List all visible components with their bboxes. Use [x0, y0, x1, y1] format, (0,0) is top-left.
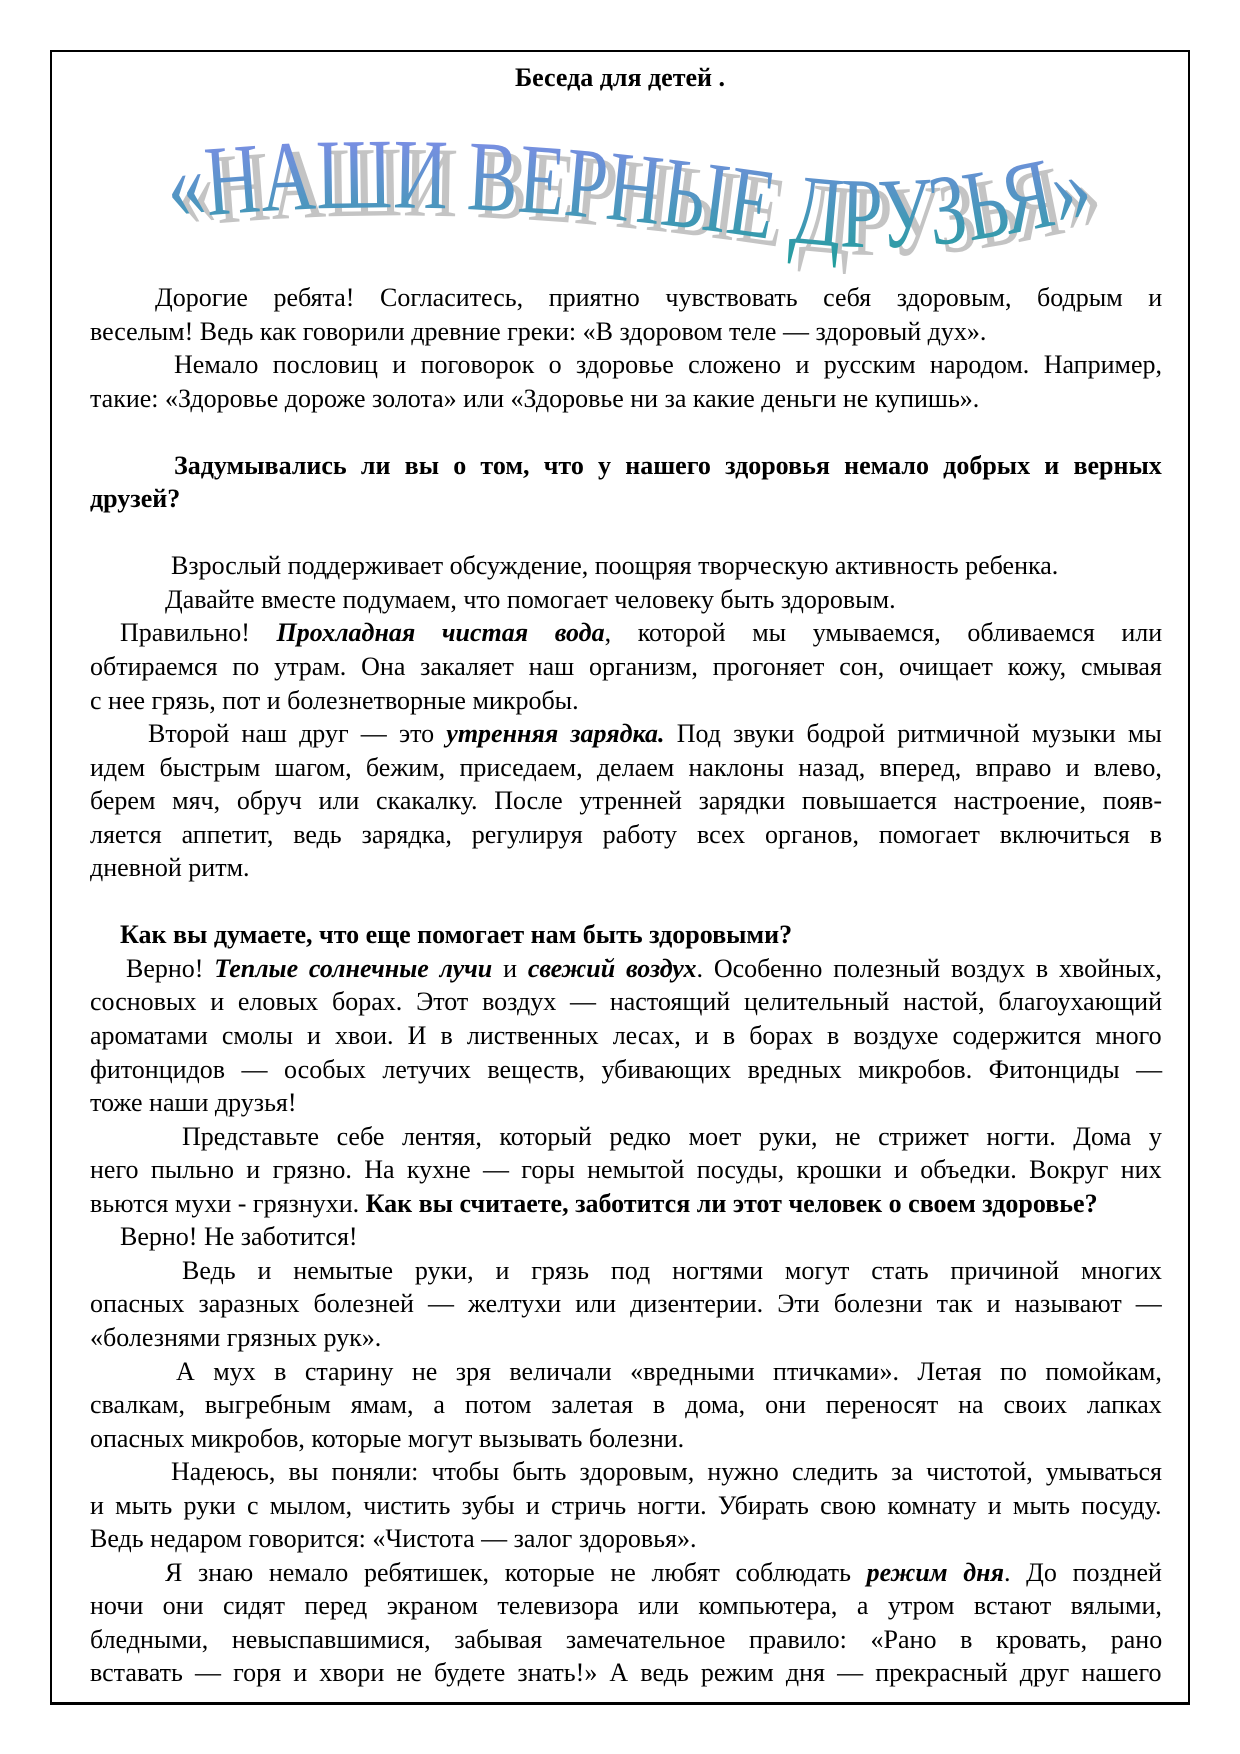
text-line	[90, 482, 1163, 516]
emphasis-text: свежий воздух	[527, 953, 697, 983]
text-span: бледными, невыспавшимися, забывая замечательное правило: «Рано в кровать, рано	[90, 1624, 1163, 1654]
paragraph	[90, 281, 1163, 348]
text-span: берем мяч, обруч или скакалку. После утренней зарядки повышается настроение, появ-	[90, 786, 1162, 816]
text-line	[90, 281, 1163, 315]
text-span: сосновых и еловых борах. Этот воздух — настоящий целительный настой, благоухающий	[90, 987, 1162, 1017]
text-span: свалкам, выгребным ямам, а потом залетая в дома, они переносят на своих лапках	[90, 1390, 1162, 1420]
text-span: Правильно!	[120, 618, 277, 648]
text-line	[90, 382, 1163, 416]
paragraph	[90, 952, 1163, 1120]
paragraph	[90, 583, 1163, 617]
text-line	[90, 1422, 1163, 1456]
text-line	[90, 449, 1163, 483]
text-line	[90, 549, 1163, 583]
text-line	[90, 1589, 1163, 1623]
text-span: Немало пословиц и поговорок о здоровье сложено и русским народом. Например,	[174, 350, 1162, 380]
text-span: . Особенно полезный воздух в хвойных,	[696, 953, 1162, 983]
text-span: ночи они сидят перед экраном телевизора или компьютера, а утром встают вялыми,	[90, 1591, 1162, 1621]
text-line	[90, 1489, 1163, 1523]
document-subtitle: Беседа для детей .	[514, 63, 726, 92]
text-line	[90, 717, 1163, 751]
text-line	[90, 1388, 1163, 1422]
text-line	[90, 1355, 1163, 1389]
text-span: Ведь недаром говорится: «Чистота — залог здоровья».	[90, 1524, 697, 1554]
bold-text: Задумывались ли вы о том, что у нашего здоровья немало добрых и верных	[174, 450, 1162, 480]
text-line	[90, 650, 1163, 684]
text-span: дневной ритм.	[90, 853, 250, 883]
text-span: Второй наш друг — это	[148, 719, 447, 749]
text-span: него пыльно и грязно. На кухне — горы немытой посуды, крошки и объедки. Вокруг них	[90, 1155, 1162, 1185]
paragraph-gap	[90, 885, 1163, 919]
text-line	[90, 1120, 1163, 1154]
text-line	[90, 583, 1163, 617]
text-line	[90, 684, 1163, 718]
text-line	[90, 1187, 1163, 1221]
text-line	[90, 1455, 1163, 1489]
text-span: веселым! Ведь как говорили древние греки: «В здоровом теле — здоровый дух».	[90, 316, 987, 346]
text-span: А мух в старину не зря величали «вредными птичками». Летая по помойкам,	[176, 1356, 1162, 1386]
text-span: Верно!	[126, 953, 215, 983]
text-span: Надеюсь, вы поняли: чтобы быть здоровым, нужно следить за чистотой, умываться	[171, 1457, 1162, 1487]
emphasis-text: Прохладная чистая вода	[276, 618, 605, 648]
emphasis-text: режим дня	[866, 1557, 1004, 1587]
text-line	[90, 1086, 1163, 1120]
paragraph	[90, 1120, 1163, 1221]
text-span: «болезнями грязных рук».	[90, 1322, 382, 1352]
paragraph	[90, 549, 1163, 583]
text-span: . До поздней	[1004, 1557, 1162, 1587]
text-line	[90, 784, 1163, 818]
bold-text: друзей?	[90, 484, 181, 514]
text-span: вьются мухи - грязнухи.	[90, 1188, 366, 1218]
text-line	[90, 851, 1163, 885]
paragraph	[90, 1254, 1163, 1355]
text-span: и мыть руки с мылом, чистить зубы и стричь ногти. Убирать свою комнату и мыть посуду.	[90, 1490, 1162, 1520]
text-span: Дорогие ребята! Согласитесь, приятно чувствовать себя здоровым, бодрым и	[155, 283, 1163, 312]
text-span: , которой мы умываемся, обливаемся или	[604, 618, 1163, 648]
paragraph	[90, 1355, 1163, 1456]
paragraph	[90, 348, 1163, 415]
text-line	[90, 985, 1163, 1019]
text-line	[90, 1019, 1163, 1053]
text-span: Взрослый поддерживает обсуждение, поощряя творческую активность ребенка.	[171, 551, 1059, 581]
wordart-title	[150, 124, 1130, 274]
text-span: Под звуки бодрой ритмичной музыки мы	[664, 719, 1162, 749]
text-span: с нее грязь, пот и болезнетворные микробы.	[90, 685, 579, 715]
text-span: ляется аппетит, ведь зарядка, регулируя работу всех органов, помогает включиться в	[90, 819, 1162, 849]
paragraph	[90, 616, 1163, 717]
paragraph	[90, 1455, 1163, 1556]
text-span: вставать — горя и хвори не будете знать!» А ведь режим дня — прекрасный друг нашего	[90, 1658, 1162, 1688]
text-span: идем быстрым шагом, бежим, приседаем, делаем наклоны назад, вперед, вправо и влево,	[90, 752, 1162, 782]
text-line	[90, 1623, 1163, 1657]
text-line	[90, 952, 1163, 986]
text-line	[90, 1153, 1163, 1187]
text-span: такие: «Здоровье дороже золота» или «Здоровье ни за какие деньги не купишь».	[90, 383, 980, 413]
paragraph-gap	[90, 516, 1163, 550]
text-span: Ведь и немытые руки, и грязь под ногтями могут стать причиной многих	[182, 1255, 1162, 1285]
text-line	[90, 315, 1163, 349]
emphasis-text: утренняя зарядка.	[446, 719, 665, 749]
text-line	[90, 818, 1163, 852]
text-line	[90, 1254, 1163, 1288]
bold-text: Как вы думаете, что еще помогает нам быть здоровыми?	[120, 920, 793, 950]
text-line	[90, 1656, 1163, 1690]
text-line	[90, 918, 1163, 952]
text-line	[90, 1053, 1163, 1087]
text-line	[90, 751, 1163, 785]
text-span: фитонцидов — особых летучих веществ, убивающих вредных микробов. Фитонциды —	[90, 1054, 1163, 1084]
text-span: Я знаю немало ребятишек, которые не любят соблюдать	[165, 1557, 867, 1587]
document-body	[90, 281, 1163, 1690]
paragraph	[90, 717, 1163, 885]
paragraph	[90, 1220, 1163, 1254]
text-span: Верно! Не заботится!	[120, 1222, 358, 1252]
text-line	[90, 1556, 1163, 1590]
paragraph	[90, 1556, 1163, 1690]
paragraph-gap	[90, 415, 1163, 449]
paragraph	[90, 918, 1163, 952]
text-line	[90, 1522, 1163, 1556]
text-span: Представьте себе лентяя, который редко моет руки, не стрижет ногти. Дома у	[182, 1121, 1162, 1151]
bold-text: Как вы считаете, заботится ли этот человек о своем здоровье?	[365, 1188, 1098, 1218]
text-span: опасных заразных болезней — желтухи или дизентерии. Эти болезни так и называют —	[90, 1289, 1162, 1319]
text-line	[90, 1321, 1163, 1355]
text-span: Давайте вместе подумаем, что помогает человеку быть здоровым.	[165, 584, 896, 614]
wordart-text: «НАШИ ВЕРНЫЕ ДРУЗЬЯ»	[161, 124, 1112, 270]
text-span: тоже наши друзья!	[90, 1088, 297, 1118]
text-span: обтираемся по утрам. Она закаляет наш организм, прогоняет сон, очищает кожу, смывая	[90, 652, 1162, 682]
text-span: ароматами смолы и хвои. И в лиственных лесах, и в борах в воздухе содержится много	[90, 1021, 1162, 1051]
paragraph	[90, 449, 1163, 516]
text-span: и	[492, 953, 528, 983]
text-line	[90, 1287, 1163, 1321]
text-line	[90, 616, 1163, 650]
text-line	[90, 348, 1163, 382]
emphasis-text: Теплые солнечные лучи	[214, 953, 493, 983]
text-span: опасных микробов, которые могут вызывать болезни.	[90, 1423, 685, 1453]
text-line	[90, 1220, 1163, 1254]
